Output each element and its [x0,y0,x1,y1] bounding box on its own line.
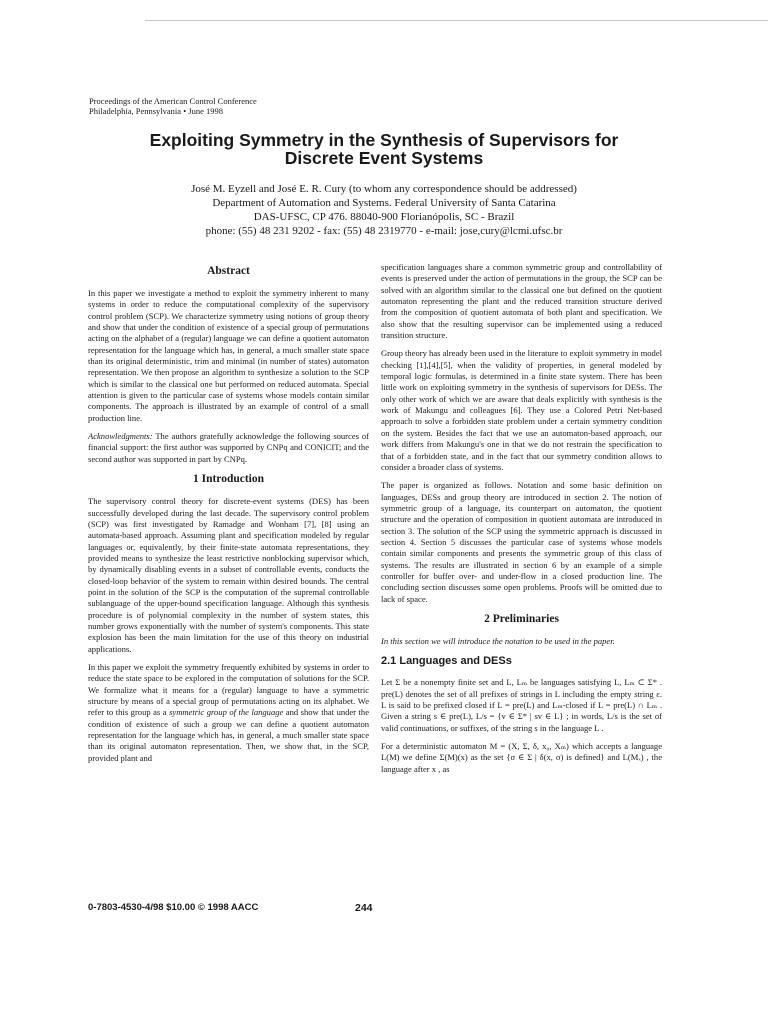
preliminaries-heading: 2 Preliminaries [484,612,559,625]
page-number: 244 [355,902,373,914]
right-column [381,262,662,782]
left-column [88,262,369,771]
author-address: DAS-UFSC, CP 476. 88040-900 Florianópolis, SC - Brazil [253,211,515,223]
intro-p2-emphasis: symmetric group of the language [169,707,284,718]
languages-paragraph-1: Let Σ be a nonempty finite set and L, Lₘ be languages satisfying L, Lₘ ⊂ Σ* . pre(L) denotes the set of all prefixes of strings in L including the empty string ε. L is said to be prefixed closed if L = pre(L) and Lₘ-closed if L = pre(L) ∩ Lₘ . Given a string s ∈ pre(L), L/s = {v ∈ Σ* | sv ∈ L} ; in words, L/s is the set of valid continuations, or suffixes, of the string s in the language L . [381,677,662,733]
right-paragraph-2: Group theory has already been used in the literature to exploit symmetry in model checking [1],[4],[5], when the validity of properties, in general modeled by temporal logic formulas, is determined in a finite state system. There has been little work on exploiting symmetry in the synthesis of supervisors for DESs. The only other work of which we are aware that deals explicitly with synthesis is the work of Makungu and colleagues [6]. They use a Colored Petri Net-based approach to solve a forbidden state problem under a certain symmetry condition on the system. Besides the fact that we use an automaton-based approach, our work differs from Makungu's one in that we do not restrain the specification to that of a forbidden state, and in the fact that our symmetry condition allows to consider a broader class of systems. [381,348,662,472]
proceedings-line: Proceedings of the American Control Conference [89,96,257,106]
intro-p2-end: and show that under the condition of existence of such a group we can define a quotient automaton representation for the language which has, in general, a much smaller state space than its original automaton representation. Then, we show that, in the SCP, provided plant and [88,707,369,763]
author-department: Department of Automation and Systems. Federal University of Santa Catarina [212,197,556,209]
author-block [60,182,708,238]
acknowledgments-text: The authors gratefully acknowledge the following sources of financial support: the first author was supported by CNPq and CONICIT; and the second author was supported in part by CNPq. [88,431,369,464]
author-names: José M. Eyzell and José E. R. Cury (to whom any correspondence should be addressed) [191,183,577,195]
abstract-text: In this paper we investigate a method to exploit the symmetry inherent to many systems in order to reduce the computational complexity of the supervisory control problem (SCP). We characterize symmetry using notions of group theory and show that under the condition of existence of a special group of permutations acting on the alphabet of a (regular) language we can define a quotient automaton representation for the language which has, in general, a much smaller state space than its original deterministic, trim and minimal (in number of states) automaton representation. We then propose an algorithm to synthesize a solution to the SCP which is similar to the classical one but performed on reduced automata. Special attention is given to the particular case of systems whose models contain similar components. The approach is illustrated by an example of control of a small production line. [88,288,369,423]
footer-isbn: 0-7803-4530-4/98 $10.00 © 1998 AACC [88,902,259,913]
author-contact: phone: (55) 48 231 9202 - fax: (55) 48 2319770 - e-mail: jose,cury@lcmi.ufsc.br [205,225,563,237]
introduction-paragraph-2 [88,662,369,764]
top-rule [145,20,768,21]
proceedings-location: Philadelphia, Pennsylvania • June 1998 [89,106,223,116]
abstract-heading: Abstract [207,265,250,277]
languages-heading: 2.1 Languages and DESs [381,655,512,668]
acknowledgments [88,431,369,465]
intro-p2-start: In this paper we exploit the symmetry frequently exhibited by systems in order to reduce the state space to be explored in the computation of solutions for the SCP. We formalize what it means for a (regular) language to have a symmetric structure by means of a special group of permutations acting on its alphabet. We refer to this group as a [88,661,369,718]
introduction-paragraph-1: The supervisory control theory for discrete-event systems (DES) has been successfully developed during the last decade. The supervisory control problem (SCP) was first investigated by Ramadge and Wonham [7], [8] using an automata-based approach. Assuming plant and specification modeled by regular languages or, equivalently, by their finite-state automata representations, they provided means to synthesize the least restrictive nonblocking supervisor which, by dynamically disabling events in a subset of controllable events, conducts the closed-loop behavior of the system to remain within desired bounds. The central point in the solution of the SCP is the computation of the supremal controllable sublanguage of the upper-bound specification language. Although this synthesis procedure is of polynomial complexity in the number of system states, this number grows exponentially with the number of system's components. This state explosion has been the main limitation for the use of this theory on industrial applications. [88,496,369,654]
languages-paragraph-2: For a deterministic automaton M = (X, Σ, δ, x₀, Xₘ) which accepts a language L(M) we define Σ(M)(x) as the set {σ ∈ Σ | δ(x, σ) is defined} and L(Mₓ) , the language after x , as [381,741,662,774]
paper-title [60,131,708,167]
title-line-2: Discrete Event Systems [284,148,484,168]
title-line-1: Exploiting Symmetry in the Synthesis of Supervisors for [149,130,619,150]
proceedings-header [89,96,257,116]
right-paragraph-3: The paper is organized as follows. Notation and some basic definition on languages, DESs and group theory are introduced in section 2. The notion of symmetric group of a language, its counterpart on automaton, the quotient structure and the operation of composition in quotient automata are introduced in section 3. The solution of the SCP using the symmetric approach is discussed in section 4. Section 5 discusses the particular case of systems whose models contain similar components and presents the symmetric group of this class of systems. The results are illustrated in section 6 by an example of a simple controller for buffer over- and under-flow in a closed production line. The concluding section discusses some open problems. Proofs will be omitted due to lack of space. [381,480,662,604]
preliminaries-text: In this section we will introduce the notation to be used in the paper. [381,635,615,646]
right-paragraph-1: specification languages share a common symmetric group and controllability of events is preserved under the action of permutations in the group, the SCP can be solved with an algorithm similar to the classical one but defined on the quotient automaton representing the plant and the reduced transition structure derived from the composition of quotient automata of both plant and specification. We also show that the resulting supervisor can be implemented using a reduced transition structure. [381,262,662,341]
acknowledgments-label: Acknowledgments: [88,431,153,442]
introduction-heading: 1 Introduction [192,473,265,486]
